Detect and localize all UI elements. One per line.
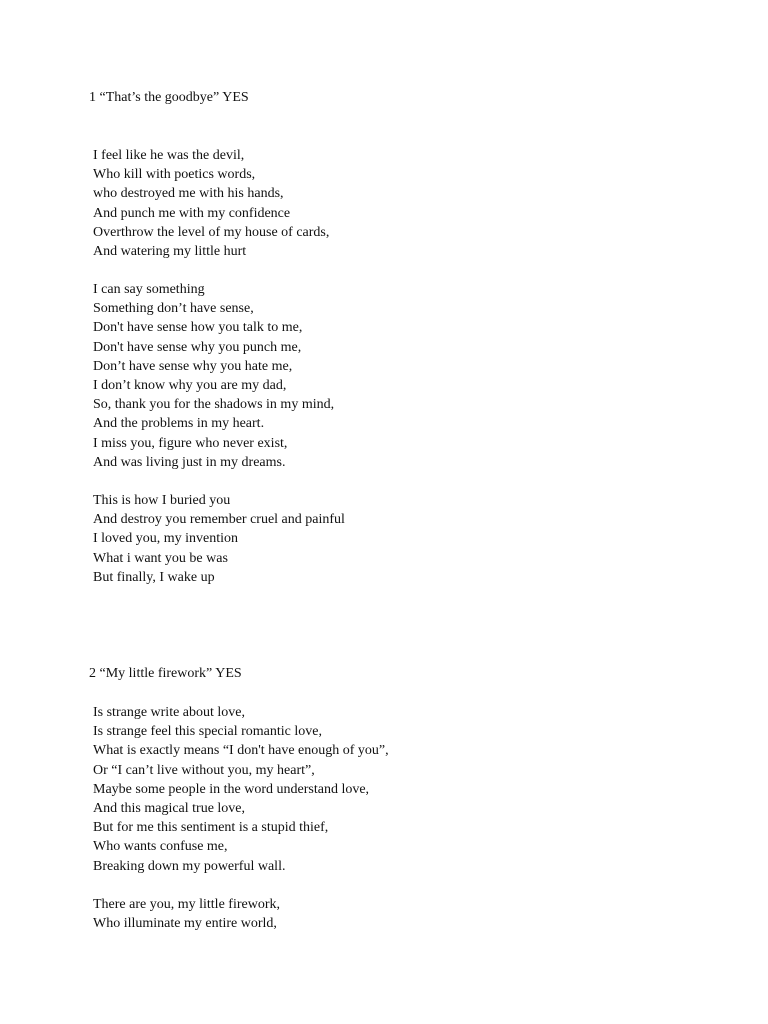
poem-line: I can say something: [93, 282, 205, 297]
poem-2-stanza-1: [93, 703, 389, 876]
poem-line: This is how I buried you: [93, 493, 231, 508]
poem-line: I miss you, figure who never exist,: [93, 435, 288, 451]
poem-line: There are you, my little firework,: [93, 897, 280, 912]
poem-line: Overthrow the level of my house of cards,: [93, 224, 330, 240]
poem-1-stanza-2: [93, 280, 334, 472]
poem-line: Who kill with poetics words,: [93, 167, 256, 183]
poem-line: I feel like he was the devil,: [93, 148, 245, 163]
poem-line: Breaking down my powerful wall.: [93, 858, 286, 874]
poem-line: Maybe some people in the word understand love,: [93, 781, 370, 797]
poem-1-heading: 1 “That’s the goodbye” YES: [89, 90, 249, 105]
poem-line: Don't have sense how you talk to me,: [93, 320, 303, 336]
poem-line: I loved you, my invention: [93, 531, 239, 547]
poem-line: And punch me with my confidence: [93, 205, 291, 221]
poem-line: What is exactly means “I don't have enough of you”,: [93, 743, 389, 759]
poem-line: And destroy you remember cruel and painful: [93, 512, 345, 528]
poem-line: But for me this sentiment is a stupid thief,: [93, 820, 329, 836]
poem-line: And watering my little hurt: [93, 244, 247, 260]
poem-1-stanza-3: [93, 491, 345, 587]
poem-2-heading: 2 “My little firework” YES: [89, 666, 242, 681]
poem-line: Is strange feel this special romantic love,: [93, 724, 322, 740]
poem-line: Who wants confuse me,: [93, 839, 228, 855]
poem-line: who destroyed me with his hands,: [93, 186, 284, 202]
poem-line: So, thank you for the shadows in my mind,: [93, 397, 335, 413]
poem-line: Don’t have sense why you hate me,: [93, 358, 293, 374]
poem-line: Don't have sense why you punch me,: [93, 339, 302, 355]
poem-line: But finally, I wake up: [93, 569, 215, 585]
poem-line: Is strange write about love,: [93, 705, 246, 720]
poem-line: And the problems in my heart.: [93, 416, 265, 432]
poem-line: Something don’t have sense,: [93, 301, 254, 317]
poem-line: And was living just in my dreams.: [93, 454, 286, 470]
poem-line: And this magical true love,: [93, 801, 246, 817]
poem-line: What i want you be was: [93, 550, 228, 566]
poem-line: I don’t know why you are my dad,: [93, 378, 287, 394]
poem-line: Who illuminate my entire world,: [93, 916, 277, 932]
poem-2-stanza-2: [93, 895, 280, 933]
poem-line: Or “I can’t live without you, my heart”,: [93, 762, 315, 778]
poem-1-stanza-1: [93, 146, 329, 261]
